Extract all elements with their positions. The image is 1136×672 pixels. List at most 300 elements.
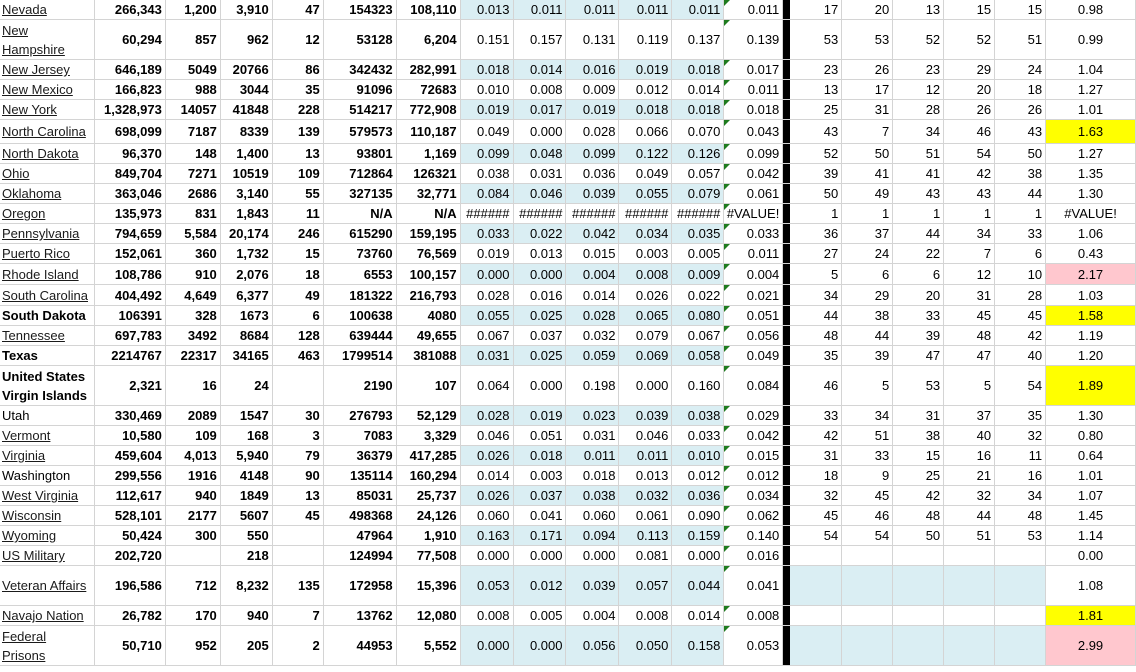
cell-rank-5[interactable]: 16 <box>995 466 1046 485</box>
cell-col-6[interactable]: 6,204 <box>397 20 461 59</box>
cell-col-3[interactable]: 1,843 <box>221 204 273 223</box>
row-name[interactable]: Veteran Affairs <box>2 578 87 593</box>
cell-rate-5[interactable]: 0.090 <box>672 506 724 525</box>
cell-col-2[interactable] <box>166 546 221 565</box>
cell-rate-5[interactable]: 0.000 <box>672 546 724 565</box>
cell-col-4[interactable]: 3 <box>273 426 324 445</box>
cell-rate-average[interactable] <box>724 184 783 203</box>
cell-rate-5[interactable]: 0.010 <box>672 446 724 465</box>
cell-rate-2[interactable]: 0.019 <box>514 406 567 425</box>
cell-col-3[interactable]: 3044 <box>221 80 273 99</box>
cell-col-3[interactable]: 1,732 <box>221 244 273 263</box>
cell-rate-5[interactable]: 0.022 <box>672 285 724 305</box>
cell-col-6[interactable]: 77,508 <box>397 546 461 565</box>
cell-rate-5[interactable]: 0.079 <box>672 184 724 203</box>
cell-rank-2[interactable]: 44 <box>842 326 893 345</box>
cell-col-3[interactable]: 5,940 <box>221 446 273 465</box>
cell-rate-2[interactable]: 0.000 <box>514 366 567 405</box>
cell-rank-5[interactable]: 24 <box>995 60 1046 79</box>
cell-population[interactable]: 196,586 <box>95 566 166 605</box>
cell-col-5[interactable]: 73760 <box>324 244 397 263</box>
cell-col-5[interactable]: 615290 <box>324 224 397 243</box>
row-name-cell[interactable] <box>0 626 95 665</box>
cell-col-2[interactable]: 831 <box>166 204 221 223</box>
cell-col-4[interactable]: 90 <box>273 466 324 485</box>
cell-population[interactable]: 849,704 <box>95 164 166 183</box>
cell-rank-4[interactable]: 37 <box>944 406 995 425</box>
cell-rank-5[interactable]: 44 <box>995 184 1046 203</box>
cell-col-4[interactable]: 7 <box>273 606 324 625</box>
cell-col-5[interactable]: 6553 <box>324 264 397 284</box>
cell-rank-5[interactable] <box>995 606 1046 625</box>
cell-rate-average[interactable] <box>724 306 783 325</box>
cell-col-3[interactable]: 8684 <box>221 326 273 345</box>
cell-col-4[interactable]: 35 <box>273 80 324 99</box>
cell-ratio[interactable]: 0.98 <box>1046 0 1136 19</box>
cell-rank-3[interactable]: 38 <box>893 426 944 445</box>
cell-population[interactable]: 202,720 <box>95 546 166 565</box>
cell-rank-4[interactable]: 20 <box>944 80 995 99</box>
cell-rate-4[interactable]: 0.039 <box>619 406 672 425</box>
cell-rate-2[interactable]: 0.003 <box>514 466 567 485</box>
cell-rate-4[interactable]: 0.008 <box>619 606 672 625</box>
cell-rank-4[interactable]: 51 <box>944 526 995 545</box>
cell-rank-1[interactable]: 18 <box>790 466 842 485</box>
cell-col-2[interactable]: 7187 <box>166 120 221 143</box>
cell-rate-3[interactable]: 0.016 <box>566 60 619 79</box>
cell-rank-3[interactable]: 1 <box>893 204 944 223</box>
cell-rate-4[interactable]: 0.003 <box>619 244 672 263</box>
cell-col-6[interactable]: 381088 <box>397 346 461 365</box>
cell-rate-5[interactable]: 0.159 <box>672 526 724 545</box>
cell-col-2[interactable]: 910 <box>166 264 221 284</box>
cell-col-5[interactable]: 100638 <box>324 306 397 325</box>
cell-rate-1[interactable]: 0.055 <box>461 306 514 325</box>
cell-rate-3[interactable]: 0.031 <box>566 426 619 445</box>
cell-rank-3[interactable]: 42 <box>893 486 944 505</box>
cell-col-3[interactable]: 940 <box>221 606 273 625</box>
cell-rate-4[interactable]: 0.057 <box>619 566 672 605</box>
cell-rate-5[interactable]: 0.005 <box>672 244 724 263</box>
cell-rank-1[interactable]: 53 <box>790 20 842 59</box>
cell-col-2[interactable]: 22317 <box>166 346 221 365</box>
cell-rank-3[interactable] <box>893 546 944 565</box>
cell-rank-1[interactable]: 31 <box>790 446 842 465</box>
cell-rate-average[interactable] <box>724 606 783 625</box>
cell-rank-1[interactable]: 13 <box>790 80 842 99</box>
cell-col-6[interactable]: 1,910 <box>397 526 461 545</box>
cell-ratio[interactable]: 1.04 <box>1046 60 1136 79</box>
cell-col-2[interactable]: 4,013 <box>166 446 221 465</box>
cell-rank-3[interactable]: 12 <box>893 80 944 99</box>
cell-col-5[interactable]: 639444 <box>324 326 397 345</box>
row-name-cell[interactable] <box>0 306 95 325</box>
cell-rate-5[interactable]: 0.038 <box>672 406 724 425</box>
cell-rank-4[interactable]: 46 <box>944 120 995 143</box>
cell-rank-2[interactable]: 1 <box>842 204 893 223</box>
cell-population[interactable]: 50,424 <box>95 526 166 545</box>
cell-rank-5[interactable]: 35 <box>995 406 1046 425</box>
cell-rank-4[interactable]: 29 <box>944 60 995 79</box>
cell-rate-average[interactable] <box>724 406 783 425</box>
cell-rank-5[interactable]: 50 <box>995 144 1046 163</box>
cell-population[interactable]: 794,659 <box>95 224 166 243</box>
cell-rank-1[interactable]: 44 <box>790 306 842 325</box>
cell-col-6[interactable]: 126321 <box>397 164 461 183</box>
cell-rate-1[interactable]: 0.067 <box>461 326 514 345</box>
cell-col-2[interactable]: 940 <box>166 486 221 505</box>
cell-col-4[interactable]: 13 <box>273 486 324 505</box>
cell-col-6[interactable]: 110,187 <box>397 120 461 143</box>
cell-rate-5[interactable]: 0.012 <box>672 466 724 485</box>
row-name-cell[interactable] <box>0 446 95 465</box>
cell-col-2[interactable]: 14057 <box>166 100 221 119</box>
cell-rate-3[interactable]: 0.011 <box>566 0 619 19</box>
cell-rate-4[interactable]: 0.032 <box>619 486 672 505</box>
cell-rate-average[interactable] <box>724 526 783 545</box>
row-name[interactable]: Vermont <box>2 428 51 443</box>
cell-rank-1[interactable]: 33 <box>790 406 842 425</box>
row-name[interactable]: North Carolina <box>2 124 86 139</box>
cell-rate-2[interactable]: 0.005 <box>514 606 567 625</box>
cell-rank-3[interactable]: 13 <box>893 0 944 19</box>
cell-rate-3[interactable]: 0.004 <box>566 606 619 625</box>
cell-rate-average[interactable] <box>724 285 783 305</box>
cell-rate-2[interactable]: 0.041 <box>514 506 567 525</box>
cell-rank-5[interactable] <box>995 546 1046 565</box>
cell-ratio[interactable]: 1.63 <box>1046 120 1136 143</box>
cell-rate-3[interactable]: 0.000 <box>566 546 619 565</box>
cell-rank-4[interactable]: 5 <box>944 366 995 405</box>
cell-col-2[interactable]: 109 <box>166 426 221 445</box>
cell-rate-3[interactable]: 0.059 <box>566 346 619 365</box>
cell-ratio[interactable]: 2.99 <box>1046 626 1136 665</box>
cell-rate-5[interactable]: 0.160 <box>672 366 724 405</box>
cell-rank-1[interactable]: 27 <box>790 244 842 263</box>
cell-rank-3[interactable]: 31 <box>893 406 944 425</box>
cell-col-5[interactable]: N/A <box>324 204 397 223</box>
cell-rank-1[interactable]: 23 <box>790 60 842 79</box>
cell-rank-4[interactable]: 47 <box>944 346 995 365</box>
cell-rank-4[interactable]: 32 <box>944 486 995 505</box>
cell-rate-average[interactable] <box>724 326 783 345</box>
cell-rank-1[interactable]: 46 <box>790 366 842 405</box>
cell-col-5[interactable]: 13762 <box>324 606 397 625</box>
cell-col-6[interactable]: 772,908 <box>397 100 461 119</box>
cell-ratio[interactable]: 0.64 <box>1046 446 1136 465</box>
cell-rank-3[interactable]: 23 <box>893 60 944 79</box>
cell-rank-3[interactable]: 51 <box>893 144 944 163</box>
cell-col-5[interactable]: 44953 <box>324 626 397 665</box>
cell-rate-4[interactable]: 0.069 <box>619 346 672 365</box>
cell-col-4[interactable]: 49 <box>273 285 324 305</box>
cell-rate-average[interactable] <box>724 264 783 284</box>
cell-ratio[interactable]: 0.99 <box>1046 20 1136 59</box>
cell-col-5[interactable]: 53128 <box>324 20 397 59</box>
cell-col-4[interactable]: 79 <box>273 446 324 465</box>
cell-population[interactable]: 299,556 <box>95 466 166 485</box>
cell-rank-1[interactable]: 45 <box>790 506 842 525</box>
row-name-cell[interactable] <box>0 244 95 263</box>
cell-rate-3[interactable]: 0.004 <box>566 264 619 284</box>
cell-population[interactable]: 459,604 <box>95 446 166 465</box>
cell-col-3[interactable]: 1547 <box>221 406 273 425</box>
cell-col-3[interactable]: 41848 <box>221 100 273 119</box>
row-name-cell[interactable] <box>0 184 95 203</box>
cell-rank-3[interactable]: 33 <box>893 306 944 325</box>
cell-rank-2[interactable] <box>842 626 893 665</box>
cell-col-3[interactable]: 3,910 <box>221 0 273 19</box>
row-name-cell[interactable] <box>0 80 95 99</box>
cell-col-3[interactable]: 6,377 <box>221 285 273 305</box>
cell-ratio[interactable]: 1.81 <box>1046 606 1136 625</box>
cell-rank-5[interactable]: 1 <box>995 204 1046 223</box>
cell-rank-5[interactable]: 26 <box>995 100 1046 119</box>
cell-rank-5[interactable]: 43 <box>995 120 1046 143</box>
cell-rate-3[interactable]: 0.015 <box>566 244 619 263</box>
row-name-cell[interactable] <box>0 366 95 405</box>
cell-rate-5[interactable]: 0.036 <box>672 486 724 505</box>
cell-rate-4[interactable]: 0.034 <box>619 224 672 243</box>
cell-rate-1[interactable]: 0.099 <box>461 144 514 163</box>
cell-ratio[interactable]: 1.30 <box>1046 184 1136 203</box>
cell-rate-4[interactable]: 0.026 <box>619 285 672 305</box>
cell-col-6[interactable]: N/A <box>397 204 461 223</box>
cell-rate-5[interactable]: 0.044 <box>672 566 724 605</box>
cell-rank-1[interactable] <box>790 566 842 605</box>
cell-rate-2[interactable]: 0.014 <box>514 60 567 79</box>
cell-rank-2[interactable]: 41 <box>842 164 893 183</box>
cell-col-6[interactable]: 24,126 <box>397 506 461 525</box>
cell-col-4[interactable]: 55 <box>273 184 324 203</box>
cell-col-2[interactable]: 952 <box>166 626 221 665</box>
cell-col-6[interactable]: 76,569 <box>397 244 461 263</box>
cell-ratio[interactable]: 1.06 <box>1046 224 1136 243</box>
cell-col-5[interactable]: 91096 <box>324 80 397 99</box>
cell-rate-3[interactable]: 0.099 <box>566 144 619 163</box>
row-name[interactable]: Wyoming <box>2 528 57 543</box>
cell-rate-5[interactable]: 0.057 <box>672 164 724 183</box>
cell-rank-3[interactable]: 28 <box>893 100 944 119</box>
cell-rate-2[interactable]: 0.011 <box>514 0 567 19</box>
cell-rate-5[interactable]: 0.033 <box>672 426 724 445</box>
cell-ratio[interactable]: 1.01 <box>1046 100 1136 119</box>
cell-rate-2[interactable]: 0.000 <box>514 264 567 284</box>
cell-rate-5[interactable]: 0.070 <box>672 120 724 143</box>
cell-rank-1[interactable]: 54 <box>790 526 842 545</box>
cell-rate-5[interactable]: ###### <box>672 204 724 223</box>
cell-rate-5[interactable]: 0.080 <box>672 306 724 325</box>
cell-col-6[interactable]: 417,285 <box>397 446 461 465</box>
cell-rank-1[interactable] <box>790 546 842 565</box>
cell-rank-4[interactable] <box>944 566 995 605</box>
cell-rank-4[interactable] <box>944 606 995 625</box>
cell-rank-4[interactable]: 54 <box>944 144 995 163</box>
cell-rank-5[interactable]: 11 <box>995 446 1046 465</box>
cell-rate-2[interactable]: 0.008 <box>514 80 567 99</box>
row-name-cell[interactable] <box>0 264 95 284</box>
cell-rate-4[interactable]: 0.122 <box>619 144 672 163</box>
cell-rate-5[interactable]: 0.014 <box>672 606 724 625</box>
cell-rate-average[interactable] <box>724 100 783 119</box>
cell-col-3[interactable]: 168 <box>221 426 273 445</box>
cell-col-5[interactable]: 124994 <box>324 546 397 565</box>
cell-rank-2[interactable]: 54 <box>842 526 893 545</box>
cell-rank-3[interactable] <box>893 626 944 665</box>
cell-rank-1[interactable]: 39 <box>790 164 842 183</box>
cell-ratio[interactable]: 1.45 <box>1046 506 1136 525</box>
row-name-cell[interactable] <box>0 164 95 183</box>
cell-rank-4[interactable]: 21 <box>944 466 995 485</box>
cell-col-5[interactable]: 327135 <box>324 184 397 203</box>
cell-col-4[interactable] <box>273 546 324 565</box>
cell-rank-3[interactable]: 50 <box>893 526 944 545</box>
cell-rank-3[interactable]: 15 <box>893 446 944 465</box>
cell-rate-1[interactable]: 0.008 <box>461 606 514 625</box>
cell-population[interactable]: 266,343 <box>95 0 166 19</box>
cell-col-6[interactable]: 108,110 <box>397 0 461 19</box>
cell-rate-average[interactable] <box>724 566 783 605</box>
cell-rank-4[interactable]: 44 <box>944 506 995 525</box>
cell-rate-average[interactable] <box>724 466 783 485</box>
cell-rate-3[interactable]: 0.094 <box>566 526 619 545</box>
cell-rank-2[interactable]: 31 <box>842 100 893 119</box>
cell-rank-1[interactable] <box>790 606 842 625</box>
cell-rate-1[interactable]: 0.019 <box>461 244 514 263</box>
cell-col-3[interactable]: 550 <box>221 526 273 545</box>
cell-rank-5[interactable] <box>995 626 1046 665</box>
cell-rate-1[interactable]: 0.049 <box>461 120 514 143</box>
cell-rank-2[interactable] <box>842 566 893 605</box>
cell-rate-3[interactable]: 0.198 <box>566 366 619 405</box>
cell-rate-1[interactable]: 0.000 <box>461 546 514 565</box>
cell-col-3[interactable]: 4148 <box>221 466 273 485</box>
cell-rank-2[interactable]: 17 <box>842 80 893 99</box>
cell-rate-average[interactable] <box>724 426 783 445</box>
cell-rate-2[interactable]: 0.037 <box>514 486 567 505</box>
cell-col-4[interactable]: 246 <box>273 224 324 243</box>
cell-col-3[interactable]: 5607 <box>221 506 273 525</box>
cell-rank-2[interactable]: 49 <box>842 184 893 203</box>
cell-col-2[interactable]: 328 <box>166 306 221 325</box>
cell-rank-5[interactable]: 32 <box>995 426 1046 445</box>
cell-rate-5[interactable]: 0.011 <box>672 0 724 19</box>
cell-rank-3[interactable]: 34 <box>893 120 944 143</box>
cell-rate-average[interactable] <box>724 346 783 365</box>
row-name[interactable]: Oregon <box>2 206 46 221</box>
row-name-cell[interactable] <box>0 506 95 525</box>
cell-col-4[interactable]: 47 <box>273 0 324 19</box>
cell-rate-3[interactable]: 0.019 <box>566 100 619 119</box>
cell-rate-3[interactable]: ###### <box>566 204 619 223</box>
cell-rate-average[interactable] <box>724 244 783 263</box>
cell-rank-5[interactable]: 18 <box>995 80 1046 99</box>
cell-col-6[interactable]: 12,080 <box>397 606 461 625</box>
row-name[interactable]: West Virginia <box>2 488 79 503</box>
cell-rate-2[interactable]: 0.025 <box>514 306 567 325</box>
row-name[interactable]: New Mexico <box>2 82 73 97</box>
cell-rank-3[interactable]: 39 <box>893 326 944 345</box>
cell-col-3[interactable]: 205 <box>221 626 273 665</box>
cell-rate-5[interactable]: 0.058 <box>672 346 724 365</box>
cell-col-5[interactable]: 154323 <box>324 0 397 19</box>
cell-rank-2[interactable]: 37 <box>842 224 893 243</box>
cell-ratio[interactable]: 0.00 <box>1046 546 1136 565</box>
cell-ratio[interactable]: 1.08 <box>1046 566 1136 605</box>
row-name-cell[interactable] <box>0 426 95 445</box>
cell-col-2[interactable]: 7271 <box>166 164 221 183</box>
cell-rate-3[interactable]: 0.014 <box>566 285 619 305</box>
cell-rate-3[interactable]: 0.060 <box>566 506 619 525</box>
cell-rate-1[interactable]: 0.028 <box>461 406 514 425</box>
cell-col-2[interactable]: 360 <box>166 244 221 263</box>
cell-population[interactable]: 646,189 <box>95 60 166 79</box>
cell-rate-average[interactable] <box>724 120 783 143</box>
cell-col-4[interactable]: 18 <box>273 264 324 284</box>
cell-rate-1[interactable]: 0.028 <box>461 285 514 305</box>
cell-rate-4[interactable]: 0.055 <box>619 184 672 203</box>
cell-rank-2[interactable]: 7 <box>842 120 893 143</box>
cell-rate-4[interactable]: 0.079 <box>619 326 672 345</box>
cell-rank-1[interactable]: 42 <box>790 426 842 445</box>
cell-rate-3[interactable]: 0.028 <box>566 306 619 325</box>
row-name-cell[interactable] <box>0 486 95 505</box>
cell-rate-1[interactable]: 0.013 <box>461 0 514 19</box>
cell-rank-2[interactable]: 53 <box>842 20 893 59</box>
cell-rate-4[interactable]: 0.066 <box>619 120 672 143</box>
cell-ratio[interactable]: 1.20 <box>1046 346 1136 365</box>
cell-col-6[interactable]: 49,655 <box>397 326 461 345</box>
cell-col-2[interactable]: 2089 <box>166 406 221 425</box>
cell-population[interactable]: 2214767 <box>95 346 166 365</box>
cell-rank-4[interactable]: 40 <box>944 426 995 445</box>
cell-col-5[interactable]: 514217 <box>324 100 397 119</box>
cell-rate-1[interactable]: 0.046 <box>461 426 514 445</box>
row-name-cell[interactable] <box>0 526 95 545</box>
cell-col-3[interactable]: 20766 <box>221 60 273 79</box>
row-name[interactable]: Oklahoma <box>2 186 62 201</box>
cell-rate-1[interactable]: 0.053 <box>461 566 514 605</box>
cell-rate-3[interactable]: 0.056 <box>566 626 619 665</box>
cell-rate-2[interactable]: 0.022 <box>514 224 567 243</box>
cell-rank-1[interactable]: 48 <box>790 326 842 345</box>
cell-rate-average[interactable] <box>724 224 783 243</box>
cell-population[interactable]: 697,783 <box>95 326 166 345</box>
cell-rate-average[interactable] <box>724 546 783 565</box>
cell-rank-2[interactable]: 46 <box>842 506 893 525</box>
cell-rank-2[interactable]: 24 <box>842 244 893 263</box>
cell-rank-1[interactable]: 1 <box>790 204 842 223</box>
cell-col-5[interactable]: 498368 <box>324 506 397 525</box>
cell-rank-1[interactable] <box>790 626 842 665</box>
cell-rate-1[interactable]: 0.000 <box>461 264 514 284</box>
cell-rank-2[interactable]: 38 <box>842 306 893 325</box>
cell-rate-5[interactable]: 0.018 <box>672 60 724 79</box>
cell-col-6[interactable]: 4080 <box>397 306 461 325</box>
cell-rate-2[interactable]: 0.048 <box>514 144 567 163</box>
cell-rate-average[interactable] <box>724 204 783 223</box>
cell-ratio[interactable]: 1.35 <box>1046 164 1136 183</box>
cell-rank-2[interactable]: 9 <box>842 466 893 485</box>
cell-col-3[interactable]: 24 <box>221 366 273 405</box>
cell-rate-2[interactable]: 0.016 <box>514 285 567 305</box>
cell-rank-2[interactable]: 6 <box>842 264 893 284</box>
cell-rank-3[interactable]: 20 <box>893 285 944 305</box>
cell-col-6[interactable]: 107 <box>397 366 461 405</box>
cell-rank-2[interactable] <box>842 546 893 565</box>
cell-rank-1[interactable]: 50 <box>790 184 842 203</box>
cell-rank-5[interactable]: 54 <box>995 366 1046 405</box>
